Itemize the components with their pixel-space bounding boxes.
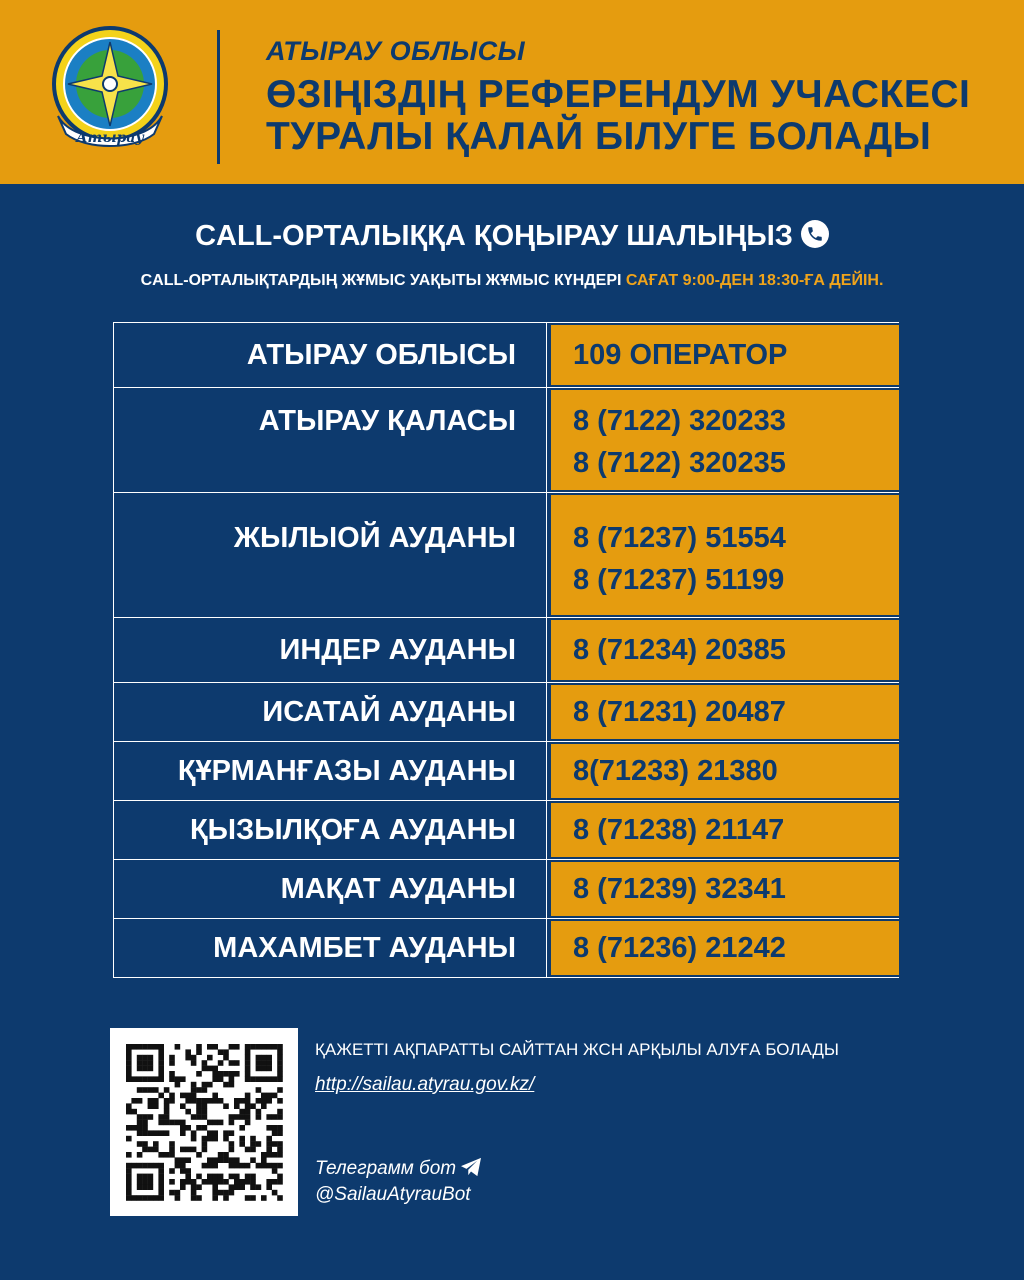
phone-number[interactable]: 109 ОПЕРАТОР: [573, 339, 788, 371]
district-name: АТЫРАУ ҚАЛАСЫ: [113, 388, 547, 492]
contact-row: [113, 388, 899, 493]
district-name: ҚҰРМАНҒАЗЫ АУДАНЫ: [113, 742, 547, 800]
district-name: ИСАТАЙ АУДАНЫ: [113, 683, 547, 741]
district-name: МАҚАТ АУДАНЫ: [113, 860, 547, 918]
title-line-2: ТУРАЛЫ ҚАЛАЙ БІЛУГЕ БОЛАДЫ: [266, 115, 932, 158]
telegram-label: [315, 1157, 482, 1180]
phone-number[interactable]: 8 (7122) 320233: [573, 405, 786, 437]
phone-number[interactable]: 8 (71238) 21147: [573, 814, 785, 846]
phone-cell: [551, 685, 899, 739]
contact-row: [113, 493, 899, 618]
contacts-table: [113, 322, 899, 978]
phone-cell: [551, 325, 899, 385]
phone-icon: [801, 220, 829, 248]
phone-cell: [551, 862, 899, 916]
phone-cell: [551, 744, 899, 798]
phone-number[interactable]: 8 (71237) 51199: [573, 564, 785, 596]
phone-number[interactable]: 8 (71231) 20487: [573, 696, 786, 728]
contact-row: [113, 801, 899, 860]
district-name: АТЫРАУ ОБЛЫСЫ: [113, 323, 547, 387]
contact-row: [113, 860, 899, 919]
logo-script-text: Атырау: [76, 130, 144, 146]
call-heading-text: CALL-ОРТАЛЫҚҚА ҚОҢЫРАУ ШАЛЫҢЫЗ: [195, 220, 793, 252]
contact-row: [113, 683, 899, 742]
contact-row: [113, 618, 899, 683]
region-title: АТЫРАУ ОБЛЫСЫ: [266, 36, 526, 66]
contact-row: [113, 322, 899, 388]
district-name: ҚЫЗЫЛҚОҒА АУДАНЫ: [113, 801, 547, 859]
header-banner: [0, 0, 1024, 184]
telegram-icon: [460, 1157, 482, 1177]
telegram-handle[interactable]: @SailauAtyrauBot: [315, 1184, 471, 1205]
district-name: ИНДЕР АУДАНЫ: [113, 618, 547, 682]
title-line-1: ӨЗІҢІЗДІҢ РЕФЕРЕНДУМ УЧАСКЕСІ: [266, 73, 971, 116]
phone-number[interactable]: 8 (7122) 320235: [573, 447, 786, 479]
qr-code-icon[interactable]: [110, 1028, 298, 1216]
telegram-label-text: Телеграмм бот: [315, 1158, 457, 1179]
call-center-heading: [0, 220, 1024, 253]
info-text: ҚАЖЕТТІ АҚПАРАТТЫ САЙТТАН ЖСН АРҚЫЛЫ АЛУҒА БОЛАДЫ: [315, 1040, 839, 1059]
contact-row: [113, 742, 899, 801]
district-name: МАХАМБЕТ АУДАНЫ: [113, 919, 547, 977]
page-title: [266, 74, 1006, 158]
working-hours: [0, 272, 1024, 290]
phone-cell: [551, 495, 899, 615]
website-link[interactable]: http://sailau.atyrau.gov.kz/: [315, 1074, 535, 1095]
phone-number[interactable]: 8(71233) 21380: [573, 755, 778, 787]
header-divider: [217, 30, 220, 164]
phone-cell: [551, 921, 899, 975]
phone-number[interactable]: 8 (71234) 20385: [573, 634, 786, 666]
phone-number[interactable]: 8 (71236) 21242: [573, 932, 786, 964]
district-name: ЖЫЛЫОЙ АУДАНЫ: [113, 493, 547, 617]
contact-row: [113, 919, 899, 978]
atyrau-emblem-icon: [44, 24, 176, 156]
phone-number[interactable]: 8 (71239) 32341: [573, 873, 786, 905]
phone-cell: [551, 390, 899, 490]
hours-prefix: CALL-ОРТАЛЫҚТАРДЫҢ ЖҰМЫС УАҚЫТЫ ЖҰМЫС КҮНДЕРІ: [140, 272, 622, 289]
hours-time: САҒАТ 9:00-ДЕН 18:30-ҒА ДЕЙІН.: [625, 272, 884, 289]
phone-cell: [551, 620, 899, 680]
phone-cell: [551, 803, 899, 857]
phone-number[interactable]: 8 (71237) 51554: [573, 522, 786, 554]
